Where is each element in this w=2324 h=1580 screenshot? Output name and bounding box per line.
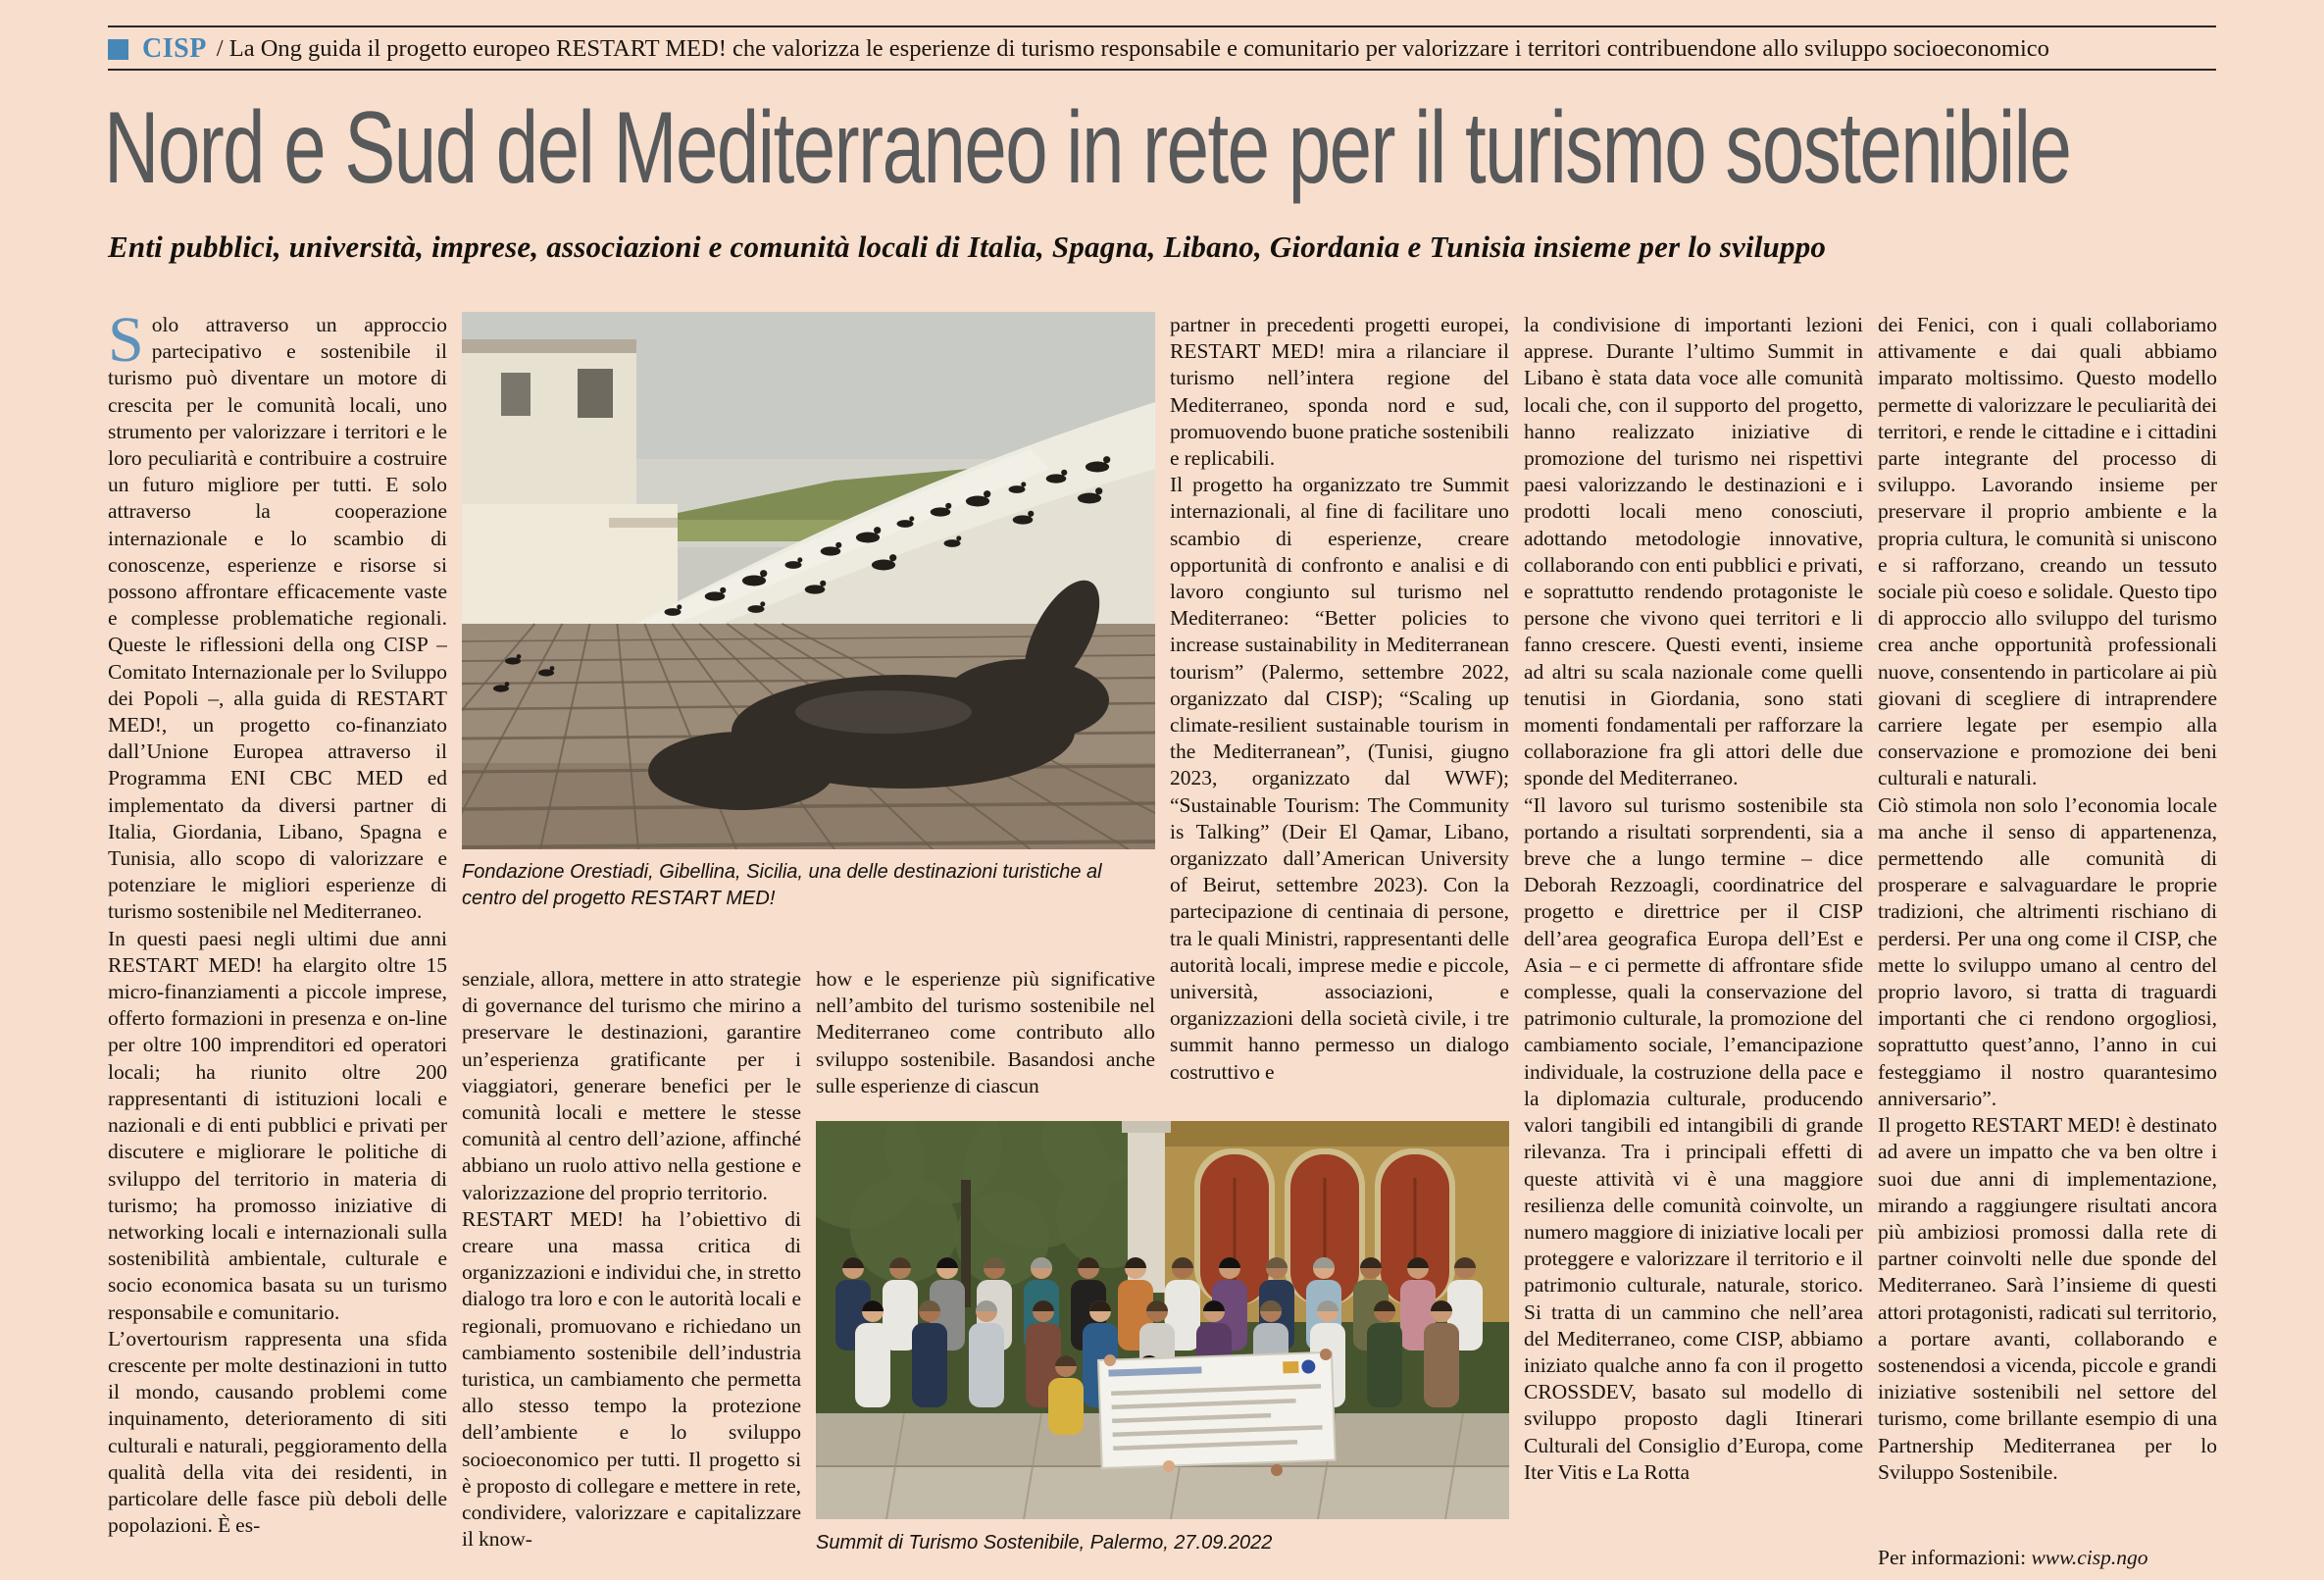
photo-caption: Summit di Turismo Sostenibile, Palermo, 27.09.2022: [816, 1532, 1273, 1554]
paragraph: Ciò stimola non solo l’economia locale ma anche il senso di appartenenza, permettendo alle comunità di prosperare e salvaguardare le proprie tradizioni, che altrimenti rischiano di perdersi. Per una ong come il CISP, che mette lo sviluppo umano al centro del proprio lavoro, si tratta di traguardi importanti che ci rendono orgogliosi, soprattutto quest’anno, l’anno in cui festeggiamo il nostro quarantesimo anniversario”.: [1878, 792, 2217, 1110]
deck: Enti pubblici, università, imprese, associazioni e comunità locali di Italia, Spagna, Libano, Giordania e Tunisia insieme per lo sviluppo: [108, 229, 1827, 264]
kicker-text: / La Ong guida il progetto europeo RESTART MED! che valorizza le esperienze di turismo responsabile e comunitario per valorizzare i territori contribuendone allo sviluppo socioeconomico: [216, 35, 2049, 62]
article-column-4: [1170, 312, 1509, 1104]
paragraph: partner in precedenti progetti europei, RESTART MED! mira a rilanciare il turismo nell’intera regione del Mediterraneo, sponda nord e sud, promuovendo buone pratiche sostenibili e replicabili.: [1170, 313, 1509, 471]
kicker-tag: CISP: [142, 33, 207, 64]
website-url: www.cisp.ngo: [2031, 1546, 2148, 1569]
article-column-5: [1524, 312, 1863, 1579]
paragraph: dei Fenici, con i quali collaboriamo attivamente e dai quali abbiamo imparato moltissimo. Questo modello permette di valorizzare le peculiarità dei territori, e rende le cittadine e i cittadini parte integrante del processo di sviluppo. Lavorando insieme per preservare il proprio ambiente e la propria cultura, le comunità si uniscono e si rafforzano, creando un tessuto sociale più coeso e solidale. Questo tipo di approccio allo sviluppo del turismo crea anche opportunità professionali nuove, consentendo in particolare ai più giovani di scegliere di intraprendere carriere legate per esempio alla conservazione e promozione dei beni culturali e naturali.: [1878, 313, 2217, 790]
paragraph: RESTART MED! ha l’obiettivo di creare una massa critica di organizzazioni e individui che, in stretto dialogo tra loro e con le autorità locali e regionali, promuovano e richiedano un cambiamento sostenibile dell’industria turistica, un cambiamento che permetta allo stesso tempo la protezione dell’ambiente e lo sviluppo socioeconomico per tutti. Il progetto si è proposto di collegare e mettere in rete, condividere, valorizzare e capitalizzare il know-: [462, 1206, 801, 1552]
kicker-square-icon: [108, 39, 128, 60]
article-column-6: [1878, 312, 2217, 1526]
photo-summit-group: [816, 1121, 1509, 1519]
drop-cap: S: [108, 312, 144, 376]
article-column-3: [816, 966, 1155, 1108]
contact-info: [1878, 1546, 2217, 1570]
paragraph: senziale, allora, mettere in atto strategie di governance del turismo che mirino a preservare le destinazioni, garantire un’esperienza gratificante per i viaggiatori, generare benefici per le comunità locali e mettere le stesse comunità al centro dell’azione, affinché abbiano un ruolo attivo nella gestione e valorizzazione del proprio territorio.: [462, 967, 801, 1204]
article-column-2: [462, 966, 801, 1578]
paragraph: la condivisione di importanti lezioni apprese. Durante l’ultimo Summit in Libano è stata data voce alle comunità locali che, con il supporto del progetto, hanno realizzato iniziative di promozione del turismo nei rispettivi paesi valorizzando le destinazioni e i prodotti locali meno conosciuti, adottando metodologie innovative, collaborando con enti pubblici e privati, e soprattutto rendendo protagoniste le persone che vivono quei territori e li fanno crescere. Questi eventi, insieme ad altri su scala nazionale come quelli tenutisi in Giordania, sono stati momenti fondamentali per rafforzare la collaborazione fra gli attori delle due sponde del Mediterraneo.: [1524, 313, 1863, 790]
paragraph: Il progetto RESTART MED! è destinato ad avere un impatto che va ben oltre i suoi due anni di implementazione, mirando a raggiungere risultati ancora più ambiziosi promossi dalla rete di partner coinvolti nelle due sponde del Mediterraneo. Sarà l’insieme di questi attori protagonisti, radicati sul territorio, a portare avanti, collaborando e sostenendosi a vicenda, piccole e grandi iniziative sostenibili nel settore del turismo, come brillante esempio di una Partnership Mediterranea per lo Sviluppo Sostenibile.: [1878, 1113, 2217, 1484]
photo-caption: Fondazione Orestiadi, Gibellina, Sicilia, una delle destinazioni turistiche al centro del progetto RESTART MED!: [462, 861, 1102, 909]
group-photo-illustration: [816, 1121, 1509, 1519]
page-title: [104, 90, 2324, 207]
paragraph-text: olo attraverso un approccio partecipativo e sostenibile il turismo può diventare un motore di crescita per le comunità locali, uno strumento per valorizzare i territori e le loro peculiarità e contribuire a costruire un futuro migliore per tutti. E solo attraverso la cooperazione internazionale e lo scambio di conoscenze, esperienze e risorse si possono affrontare efficacemente vaste e complesse problematiche regionali. Queste le riflessioni della ong CISP – Comitato Internazionale per lo Sviluppo dei Popoli –, alla guida di RESTART MED!, un progetto co-finanziato dall’Unione Europea attraverso il Programma ENI CBC MED ed implementato da diversi partner di Italia, Giordania, Libano, Spagna e Tunisia, allo scopo di valorizzare e potenziare le migliori esperienze di turismo sostenibile nel Mediterraneo.: [108, 313, 447, 924]
paragraph: how e le esperienze più significative nell’ambito del turismo sostenibile nel Mediterraneo come contributo allo sviluppo sostenibile. Basandosi anche sulle esperienze di ciascun: [816, 967, 1155, 1097]
article-column-1: [108, 312, 447, 1579]
top-rule: [108, 25, 2216, 27]
headline-text: Nord e Sud del Mediterraneo in rete per il turismo sostenibile: [104, 91, 2071, 205]
paragraph: [108, 312, 447, 926]
paragraph: L’overtourism rappresenta una sfida crescente per molte destinazioni in tutto il mondo, causando problemi come inquinamento, deterioramento di siti culturali e naturali, peggioramento della qualità della vita dei residenti, in particolare delle fasce più deboli delle popolazioni. È es-: [108, 1326, 447, 1538]
kicker: [108, 33, 2049, 65]
paragraph: “Il lavoro sul turismo sostenibile sta portando a risultati sorprendenti, sia a breve che a lungo termine – dice Deborah Rezzoagli, coordinatrice del progetto e direttrice per il CISP dell’area geografica Europa dell’Est e Asia – e ci permette di affrontare sfide complesse, quali la conservazione del patrimonio culturale, la promozione del cambiamento sociale, l’emancipazione individuale, la costruzione della pace e la diplomazia culturale, producendo valori tangibili ed intangibili di grande rilevanza. Tra i principali effetti di queste attività vi è una maggiore resilienza delle comunità coinvolte, un numero maggiore di iniziative locali per proteggere e valorizzare il territorio e il patrimonio culturale, naturale, storico. Si tratta di un cammino che nell’area del Mediterraneo, come CISP, abbiamo iniziato qualche anno fa con il progetto CROSSDEV, basato sul modello di sviluppo proposto dagli Itinerari Culturali del Consiglio d’Europa, come Iter Vitis e La Rotta: [1524, 792, 1863, 1484]
paragraph: Il progetto ha organizzato tre Summit internazionali, al fine di facilitare uno scambio di esperienze, creare opportunità di confronto e analisi e di lavoro congiunto sul turismo nel Mediterraneo: “Better policies to increase sustainability in Mediterranean tourism” (Palermo, settembre 2022, organizzato dal CISP); “Scaling up climate-resilient sustainable tourism in the Mediterranean”, (Tunisi, giugno 2023, organizzato dal WWF); “Sustainable Tourism: The Community is Talking” (Deir El Qamar, Libano, organizzato dall’American University of Beirut, settembre 2023). Con la partecipazione di centinaia di persone, tra le quali Ministri, rappresentanti delle autorità locali, imprese medie e piccole, università, associazioni, e organizzazioni della società civile, i tre summit hanno permesso un dialogo costruttivo e: [1170, 473, 1509, 1084]
landscape-photo-illustration: [462, 312, 1155, 849]
kicker-rule: [108, 69, 2216, 71]
contact-info-label: Per informazioni:: [1878, 1546, 2032, 1569]
photo-fondazione-orestiadi: [462, 312, 1155, 849]
paragraph: In questi paesi negli ultimi due anni RESTART MED! ha elargito oltre 15 micro-finanziamenti a piccole imprese, offerto formazioni in presenza e on-line per oltre 100 imprenditori ed operatori locali; ha riunito oltre 200 rappresentanti di istituzioni locali e nazionali e di enti pubblici e privati per discutere e migliorare le politiche di sviluppo del territorio in materia di turismo; ha promosso iniziative di networking locali e internazionali sulla sostenibilità ambientale, culturale e socio economica basata su un turismo responsabile e comunitario.: [108, 926, 447, 1324]
